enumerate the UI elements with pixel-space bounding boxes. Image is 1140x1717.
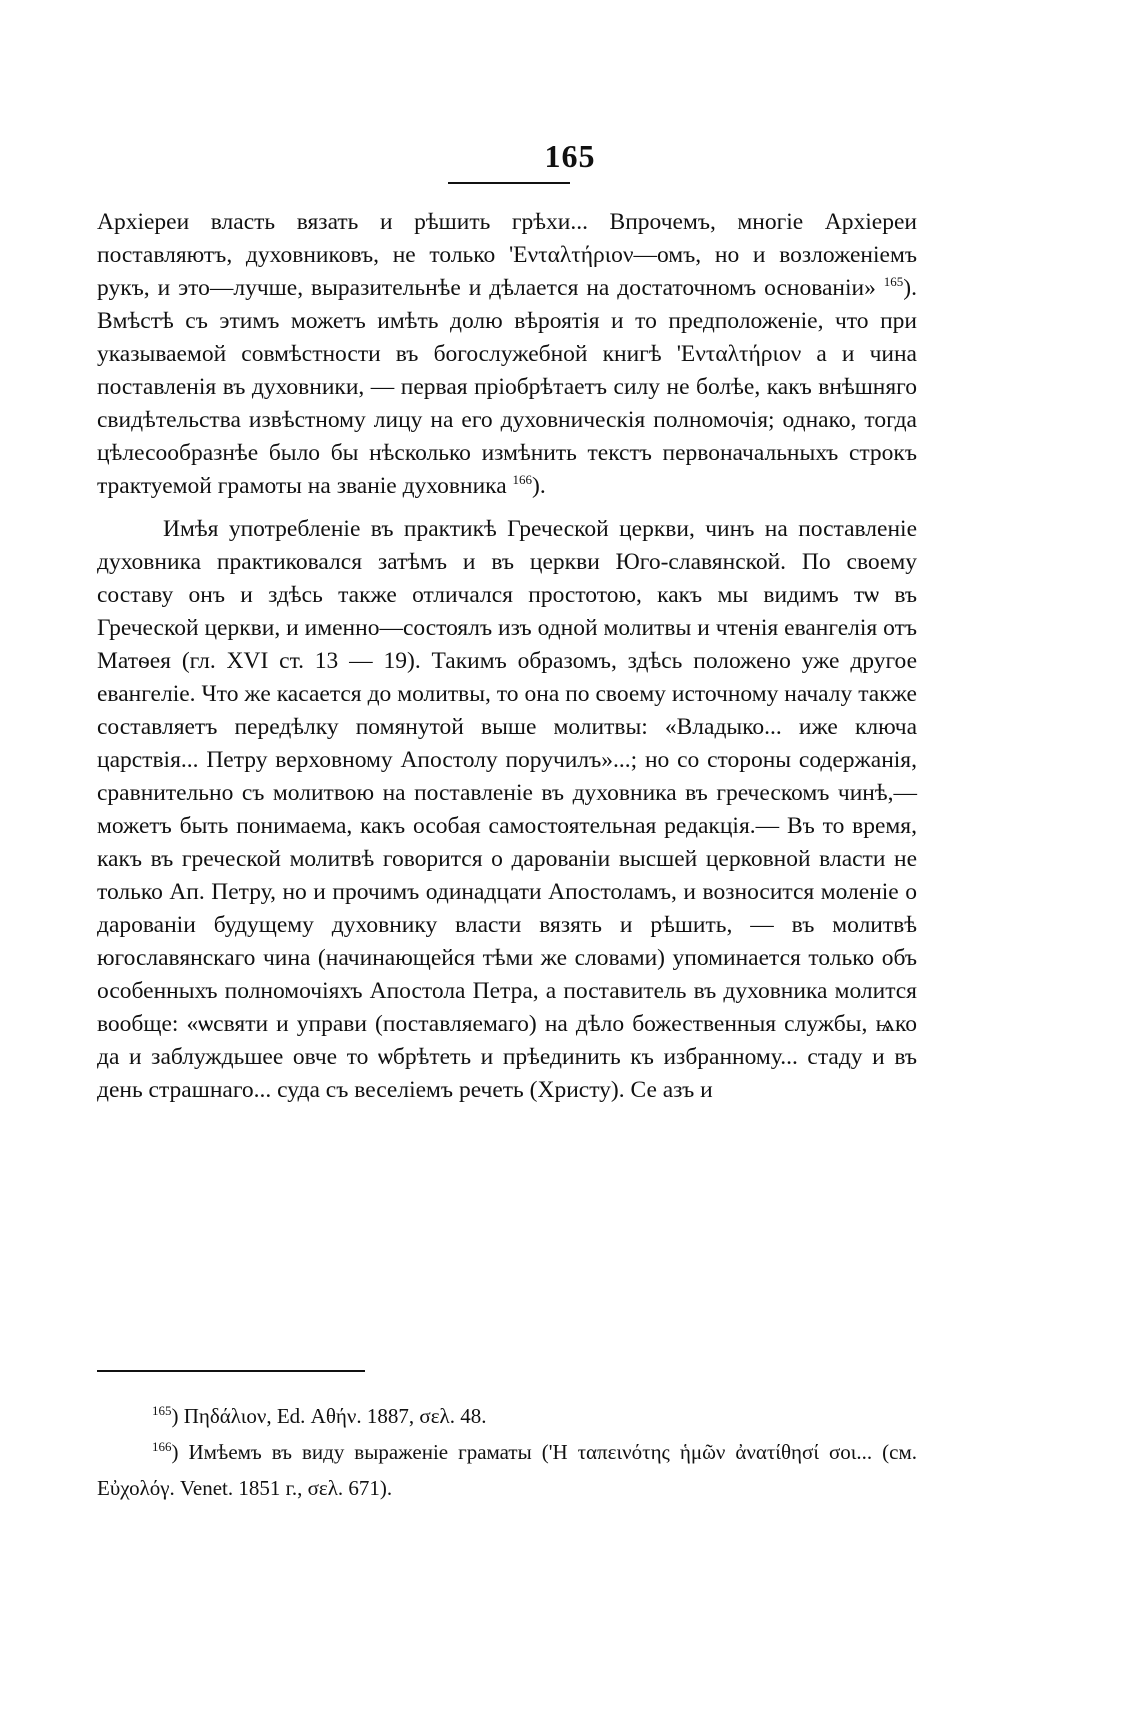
footnote-ref-166: 166 <box>512 472 533 488</box>
main-text <box>97 206 917 1107</box>
footnote-ref-165: 165 <box>883 274 904 290</box>
footnote-rule <box>97 1370 365 1372</box>
paragraph-1-text-b: ). Вмѣстѣ съ этимъ можетъ имѣть долю вѣроятія и то предположеніе, что при указываемой совмѣстности въ богослужебной книгѣ 'Ενταλτήριον а и чина поставленія въ духовники, — первая пріобрѣтаетъ силу не болѣе, какъ внѣшняго свидѣтельства извѣстному лицу на его духовническія полномочія; однако, тогда цѣлесообразнѣе было бы нѣсколько измѣнить текстъ первоначальныхъ строкъ трактуемой грамоты на званіе духовника <box>97 275 917 499</box>
paragraph-1 <box>97 206 917 503</box>
footnote-text: ) Πηδάλιον, Ed. Αθήν. 1887, σελ. 48. <box>171 1404 487 1428</box>
footnote-text: ) Имѣемъ въ виду выраженіе граматы ('Η ταπεινότης ἡμῶν ἀνατίθησί σοι... (см. Εὐχολόγ. Venet. 1851 г., σελ. 671). <box>97 1440 917 1500</box>
paragraph-1-text-a: Архіереи власть вязать и рѣшить грѣхи... Впрочемъ, многіе Архіереи поставляютъ, духовниковъ, не только 'Ενταλτήριον—омъ, но и возложеніемъ рукъ, и это—лучше, выразительнѣе и дѣлается на достаточномъ основаніи» <box>97 209 917 301</box>
page-number-rule <box>448 182 570 184</box>
footnote-166 <box>97 1434 917 1506</box>
paragraph-2: Имѣя употребленіе въ практикѣ Греческой церкви, чинъ на поставленіе духовника практиковался затѣмъ и въ церкви Юго-славянской. По своему составу онъ и здѣсь также отличался простотою, какъ мы видимъ тѡ въ Греческой церкви, и именно—состоялъ изъ одной молитвы и чтенія евангелія отъ Матѳея (гл. XVI ст. 13 — 19). Такимъ образомъ, здѣсь положено уже другое евангеліе. Что же касается до молитвы, то она по своему источному началу также составляетъ передѣлку помянутой выше молитвы: «Владыко... иже ключа царствія... Петру верховному Апостолу поручилъ»...; но со стороны содержанія, сравнительно съ молитвою на поставленіе въ духовника въ греческомъ чинѣ,— можетъ быть понимаема, какъ особая самостоятельная редакція.— Въ то время, какъ въ греческой молитвѣ говорится о дарованіи высшей церковной власти не только Ап. Петру, но и прочимъ одинадцати Апостоламъ, и возносится моленіе о дарованіи будущему духовнику власти вязять и рѣшить, — въ молитвѣ югославянскаго чина (начинающейся тѣми же словами) упоминается только объ особенныхъ полномочіяхъ Апостола Петра, а поставитель въ духовника молится вообще: «ѡсвяти и управи (поставляемаго) на дѣло божественныя службы, ѩко да и заблуждьшее овче то ѡбрѣтеть и прѣединить къ избранному... стаду и въ день страшнаго... суда съ веселіемъ речеть (Христу). Се азъ и <box>97 516 917 1103</box>
footnote-mark: 165 <box>152 1403 172 1418</box>
footnote-mark: 166 <box>152 1439 172 1454</box>
footnote-165 <box>97 1398 917 1434</box>
paragraph-1-text-c: ). <box>532 473 546 499</box>
page-number: 165 <box>544 138 596 174</box>
footnotes <box>97 1398 917 1506</box>
